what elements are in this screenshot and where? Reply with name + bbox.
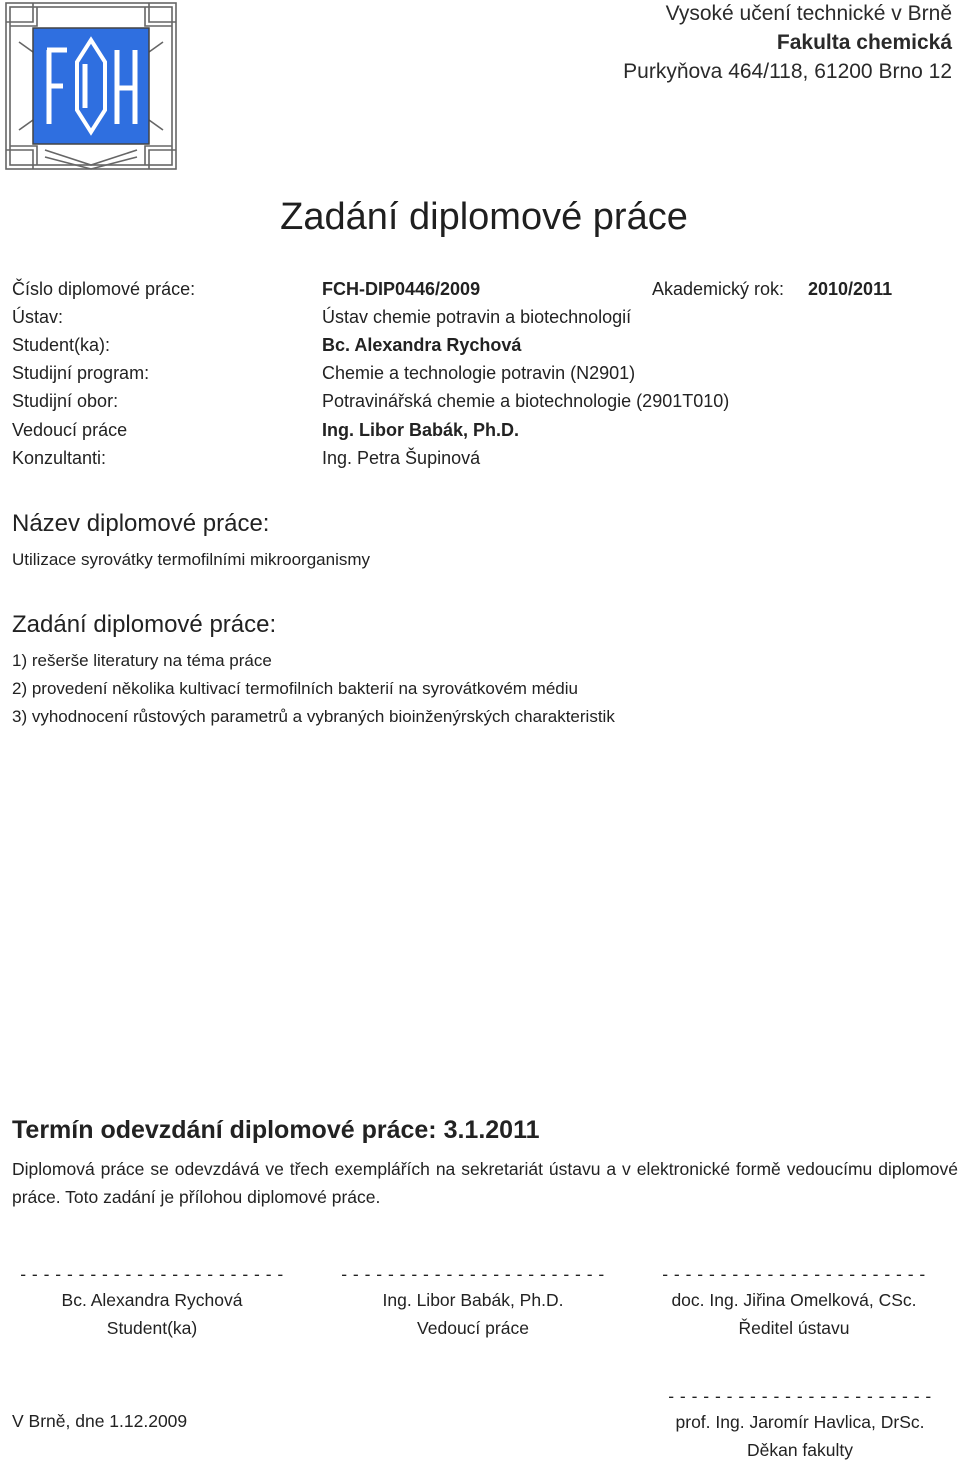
thesis-name-text: Utilizace syrovátky termofilními mikroorganismy <box>12 550 371 569</box>
study-field: Potravinářská chemie a biotechnologie (2901T010) <box>322 391 730 411</box>
academic-year-label: Akademický rok: <box>652 279 785 299</box>
signature-role: Vedoucí práce <box>417 1318 529 1338</box>
student-label: Student(ka): <box>12 335 111 355</box>
consultant-name: Ing. Petra Šupinová <box>322 448 481 468</box>
signature-supervisor <box>333 1264 613 1339</box>
dean-role: Děkan fakulty <box>746 1440 854 1460</box>
student-name: Bc. Alexandra Rychová <box>322 335 522 355</box>
assignment-item: 3) vyhodnocení růstových parametrů a vybraných bioinženýrských charakteristik <box>12 707 615 726</box>
institute-label: Ústav: <box>12 307 64 327</box>
faculty-logo <box>5 2 177 170</box>
place-date: V Brně, dne 1.12.2009 <box>12 1411 188 1431</box>
field-label: Studijní obor: <box>12 391 119 411</box>
dean-name: prof. Ing. Jaromír Havlica, DrSc. <box>675 1412 925 1432</box>
institute: Ústav chemie potravin a biotechnologií <box>322 307 632 327</box>
thesis-name-heading: Název diplomové práce: <box>12 510 270 537</box>
supervisor-name: Ing. Libor Babák, Ph.D. <box>322 420 520 440</box>
signature-role: Student(ka) <box>106 1318 198 1338</box>
thesis-number-label: Číslo diplomové práce: <box>12 279 196 299</box>
university-name: Vysoké učení technické v Brně <box>665 2 952 25</box>
signature-dean <box>656 1386 944 1461</box>
deadline-heading: Termín odevzdání diplomové práce: 3.1.2011 <box>12 1116 540 1144</box>
deadline-text: Diplomová práce se odevzdává ve třech exemplářích na sekretariát ústavu a v elektronické formě vedoucímu diplomové práce. Toto zadání je přílohou diplomové práce. <box>12 1159 958 1207</box>
supervisor-label: Vedoucí práce <box>12 420 128 440</box>
faculty-address: Purkyňova 464/118, 61200 Brno 12 <box>623 60 952 83</box>
signature-line: - - - - - - - - - - - - - - - - - - - - - - - <box>662 1264 926 1284</box>
signature-line: - - - - - - - - - - - - - - - - - - - - - - - <box>341 1264 605 1284</box>
page-title: Zadání diplomové práce <box>280 196 688 238</box>
signature-name: doc. Ing. Jiřina Omelková, CSc. <box>671 1290 917 1310</box>
signature-line: - - - - - - - - - - - - - - - - - - - - - - - <box>20 1264 284 1284</box>
thesis-number: FCH-DIP0446/2009 <box>322 279 481 299</box>
signature-line: - - - - - - - - - - - - - - - - - - - - - - - <box>668 1386 932 1406</box>
signature-name: Bc. Alexandra Rychová <box>61 1290 243 1310</box>
assignment-heading: Zadání diplomové práce: <box>12 611 277 638</box>
study-program: Chemie a technologie potravin (N2901) <box>322 363 636 383</box>
signature-student <box>12 1264 292 1339</box>
assignment-item: 2) provedení několika kultivací termofilních bakterií na syrovátkovém médiu <box>12 679 578 698</box>
consultants-label: Konzultanti: <box>12 448 107 468</box>
signature-role: Ředitel ústavu <box>738 1318 850 1338</box>
assignment-item: 1) rešerše literatury na téma práce <box>12 651 272 670</box>
signature-name: Ing. Libor Babák, Ph.D. <box>382 1290 564 1310</box>
faculty-name: Fakulta chemická <box>776 31 952 54</box>
academic-year: 2010/2011 <box>808 279 893 299</box>
signature-director <box>654 1264 934 1339</box>
program-label: Studijní program: <box>12 363 150 383</box>
